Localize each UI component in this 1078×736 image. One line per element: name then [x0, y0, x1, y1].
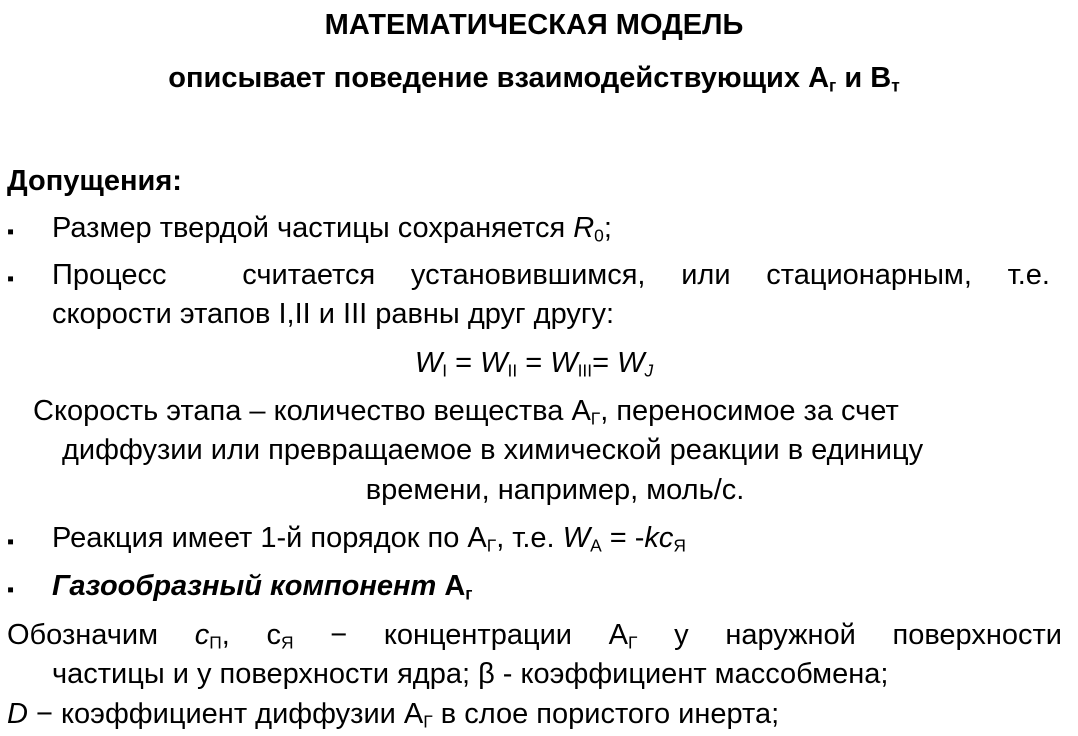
page-title: МАТЕМАТИЧЕСКАЯ МОДЕЛЬ: [324, 9, 744, 41]
subtitle-B: $В_т$: [870, 62, 900, 96]
page-subtitle: [0, 62, 1068, 95]
assumptions-heading: Допущения:: [7, 165, 182, 197]
notation-line3: D − коэффициент диффузии $А_Г$ в слое пористого инерта;: [7, 698, 780, 732]
rate-definition-line1: Скорость этапа – количество вещества $А_Г$, переносимое за счет: [33, 395, 899, 429]
rate-equation: $W_I = W_{II} = W_{III}= W_J$: [414, 347, 654, 381]
assumption-4: Газообразный компонент $А_г$: [52, 570, 473, 604]
assumption-3: Реакция имеет 1-й порядок по $А_Г$, т.е. $W_А = -kc_Я$: [52, 522, 686, 556]
subtitle-text: описывает поведение взаимодействующих: [168, 62, 801, 94]
notation-line1: Обозначим $c_П$, $с_Я$ − концентрации $А_Г$ у наружной поверхности: [7, 619, 1062, 653]
assumption-2-line1: Процесс считается установившимся, или стационарным, т.е.: [52, 259, 1050, 291]
assumption-2-line2: скорости этапов I,II и III равны друг другу:: [52, 298, 615, 330]
bullet-icon: ▪: [7, 579, 15, 601]
subtitle-A: $А_г$: [808, 62, 837, 96]
subtitle-and: и: [844, 62, 863, 94]
rate-definition-line3: времени, например, моль/с.: [365, 474, 745, 506]
bullet-icon: ▪: [7, 531, 15, 553]
bullet-icon: ▪: [7, 268, 15, 290]
rate-definition-line2: диффузии или превращаемое в химической реакции в единицу: [62, 434, 924, 466]
assumption-1: Размер твердой частицы сохраняется $R_0$;: [52, 212, 612, 246]
notation-line2: частицы и у поверхности ядра; β - коэффициент массобмена;: [52, 658, 889, 690]
bullet-icon: ▪: [7, 221, 15, 243]
